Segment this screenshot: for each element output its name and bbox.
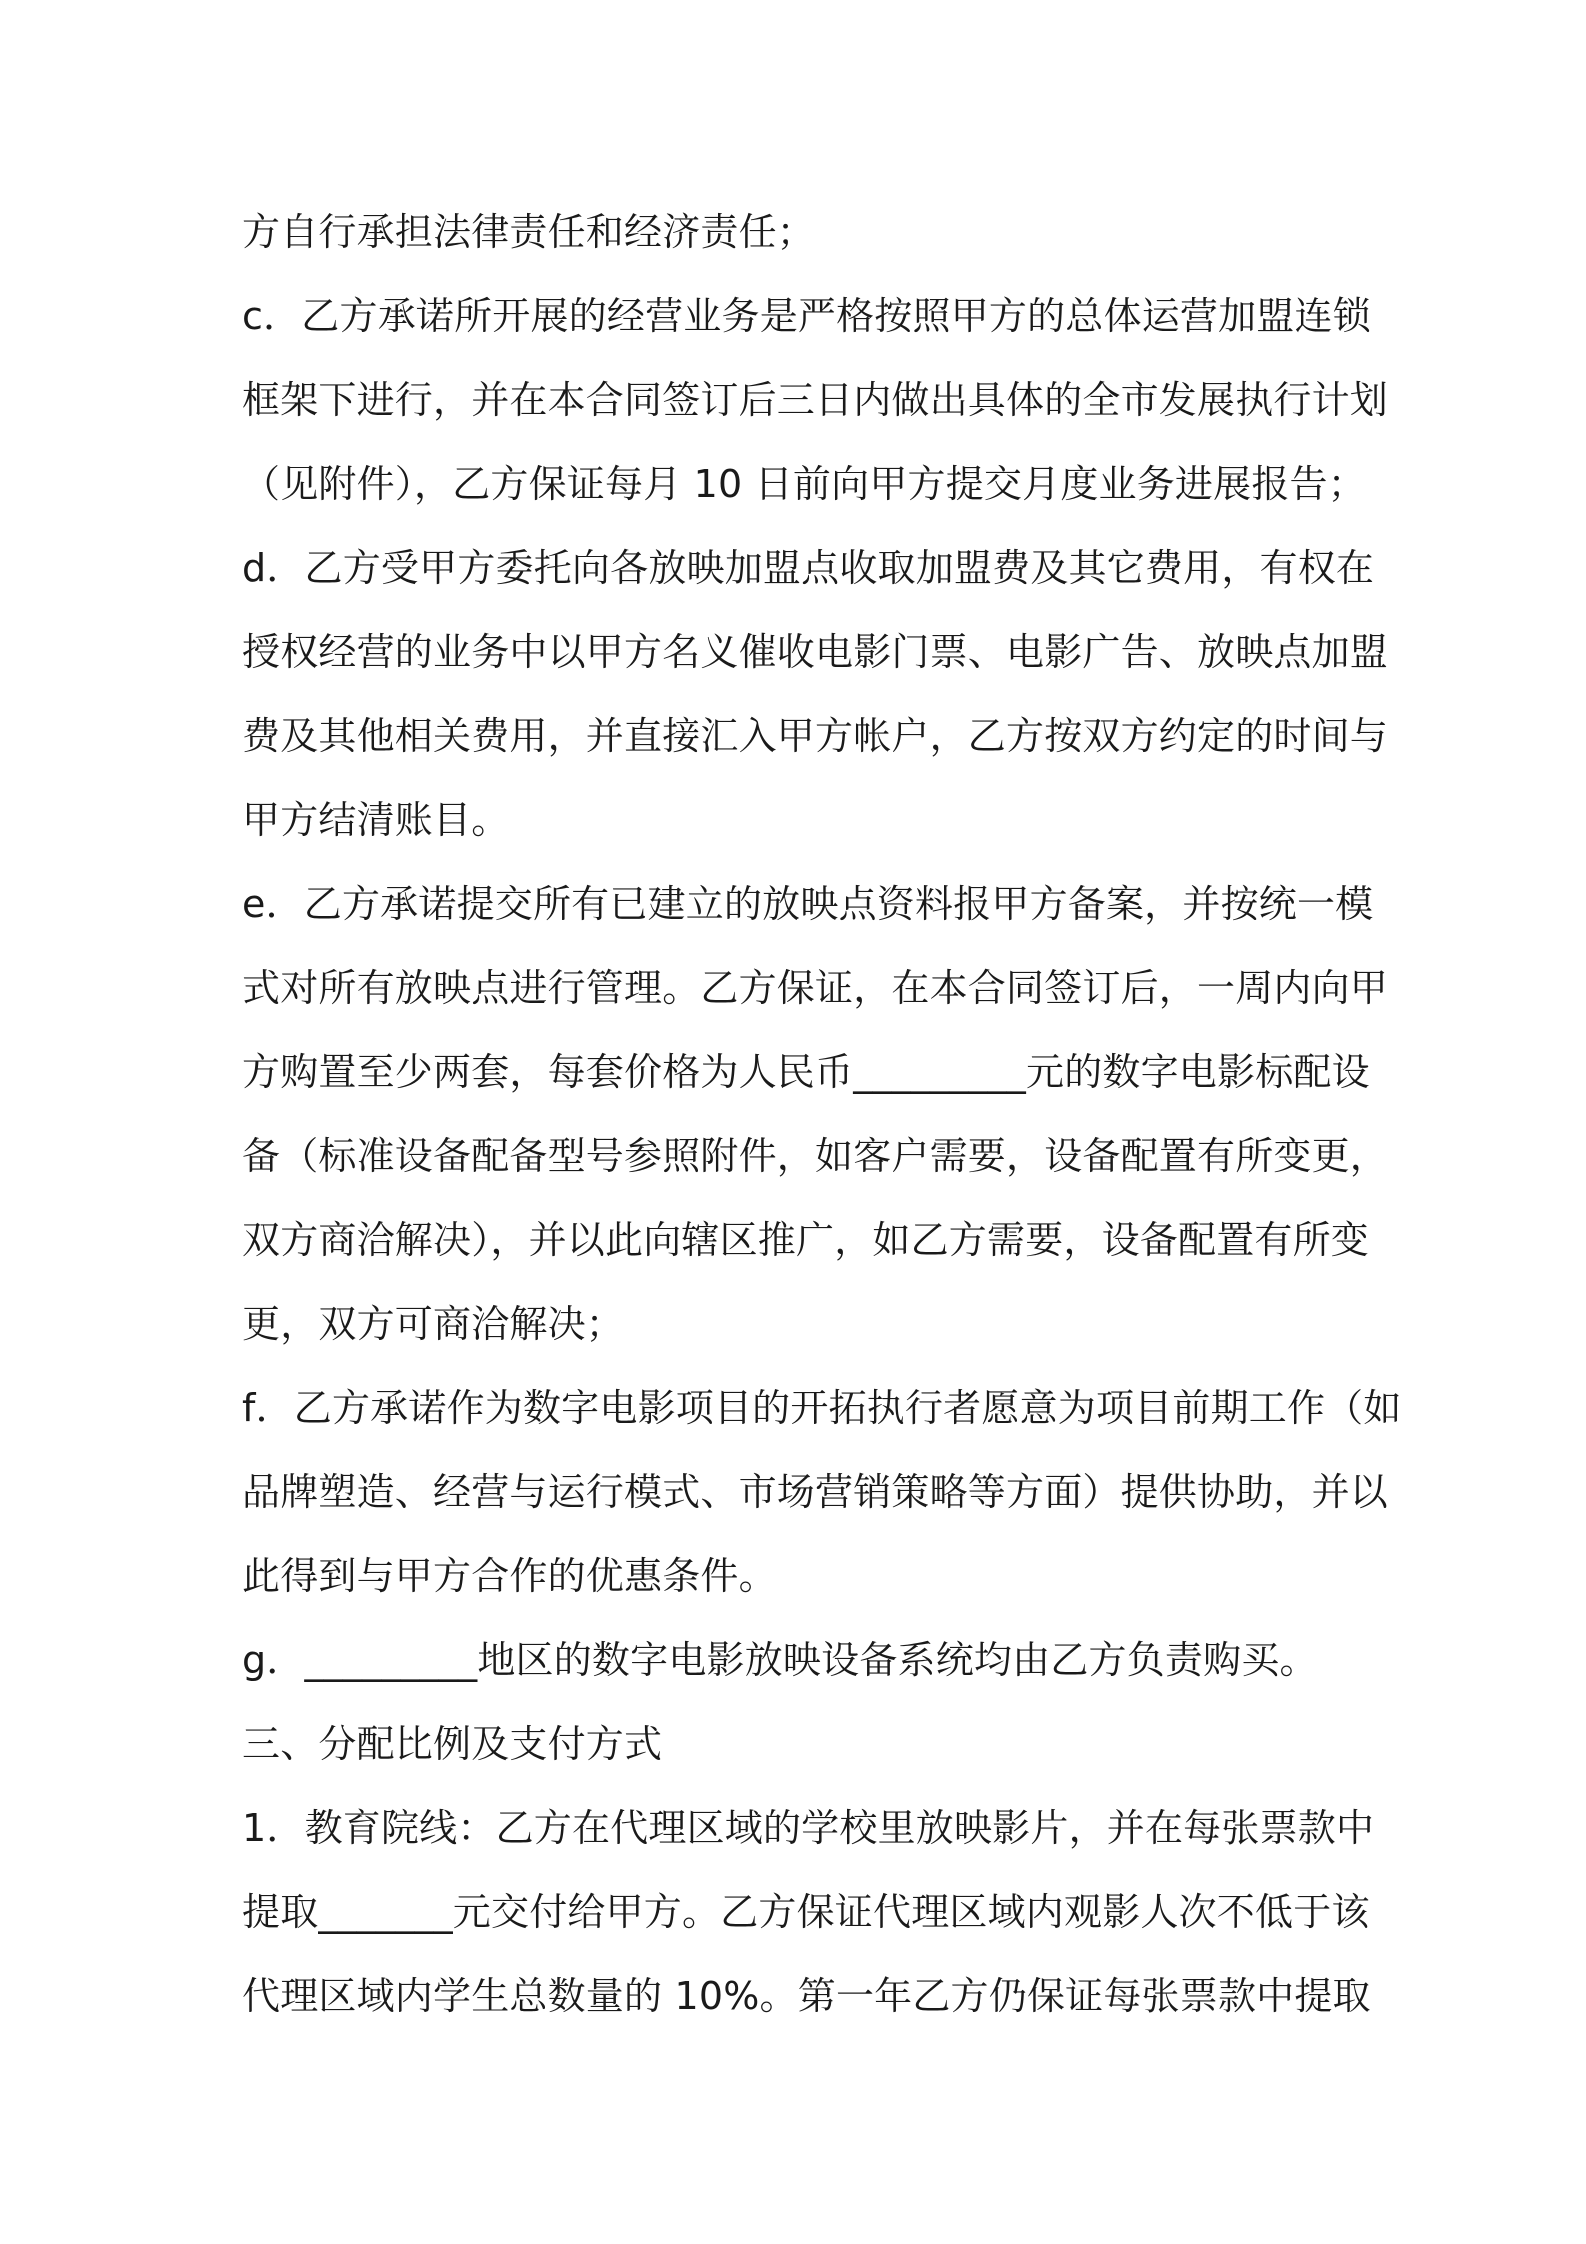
text-line: 式对所有放映点进行管理。乙方保证，在本合同签订后，一周内向甲 (242, 966, 1389, 1010)
text-line: g．_________地区的数字电影放映设备系统均由乙方负责购买。 (242, 1638, 1318, 1682)
text-line: 1．教育院线：乙方在代理区域的学校里放映影片，并在每张票款中 (242, 1806, 1375, 1850)
text-line: 费及其他相关费用，并直接汇入甲方帐户，乙方按双方约定的时间与 (242, 714, 1389, 758)
text-line: 代理区域内学生总数量的 10%。第一年乙方仍保证每张票款中提取 (242, 1974, 1371, 2018)
text-line: f．乙方承诺作为数字电影项目的开拓执行者愿意为项目前期工作（如 (242, 1386, 1402, 1430)
text-line: （见附件），乙方保证每月 10 日前向甲方提交月度业务进展报告； (242, 462, 1366, 506)
text-line: c．乙方承诺所开展的经营业务是严格按照甲方的总体运营加盟连锁 (242, 294, 1371, 338)
text-line: 方自行承担法律责任和经济责任； (242, 210, 816, 254)
text-line: 品牌塑造、经营与运行模式、市场营销策略等方面）提供协助，并以 (242, 1470, 1389, 1514)
text-line: 更，双方可商洽解决； (242, 1302, 625, 1346)
text-line: e．乙方承诺提交所有已建立的放映点资料报甲方备案，并按统一模 (242, 882, 1374, 926)
text-line: d．乙方受甲方委托向各放映加盟点收取加盟费及其它费用，有权在 (242, 546, 1375, 590)
text-line: 方购置至少两套，每套价格为人民币_________元的数字电影标配设 (242, 1050, 1370, 1094)
text-line: 甲方结清账目。 (242, 798, 510, 842)
contract-text-body (242, 190, 1402, 2038)
text-line: 双方商洽解决），并以此向辖区推广，如乙方需要，设备配置有所变 (242, 1218, 1370, 1262)
text-line: 授权经营的业务中以甲方名义催收电影门票、电影广告、放映点加盟 (242, 630, 1389, 674)
text-line: 此得到与甲方合作的优惠条件。 (242, 1554, 777, 1598)
section-heading: 三、分配比例及支付方式 (242, 1722, 663, 1766)
text-line: 提取_______元交付给甲方。乙方保证代理区域内观影人次不低于该 (242, 1890, 1370, 1934)
text-line: 备（标准设备配备型号参照附件，如客户需要，设备配置有所变更， (242, 1134, 1389, 1178)
text-line: 框架下进行，并在本合同签订后三日内做出具体的全市发展执行计划 (242, 378, 1389, 422)
